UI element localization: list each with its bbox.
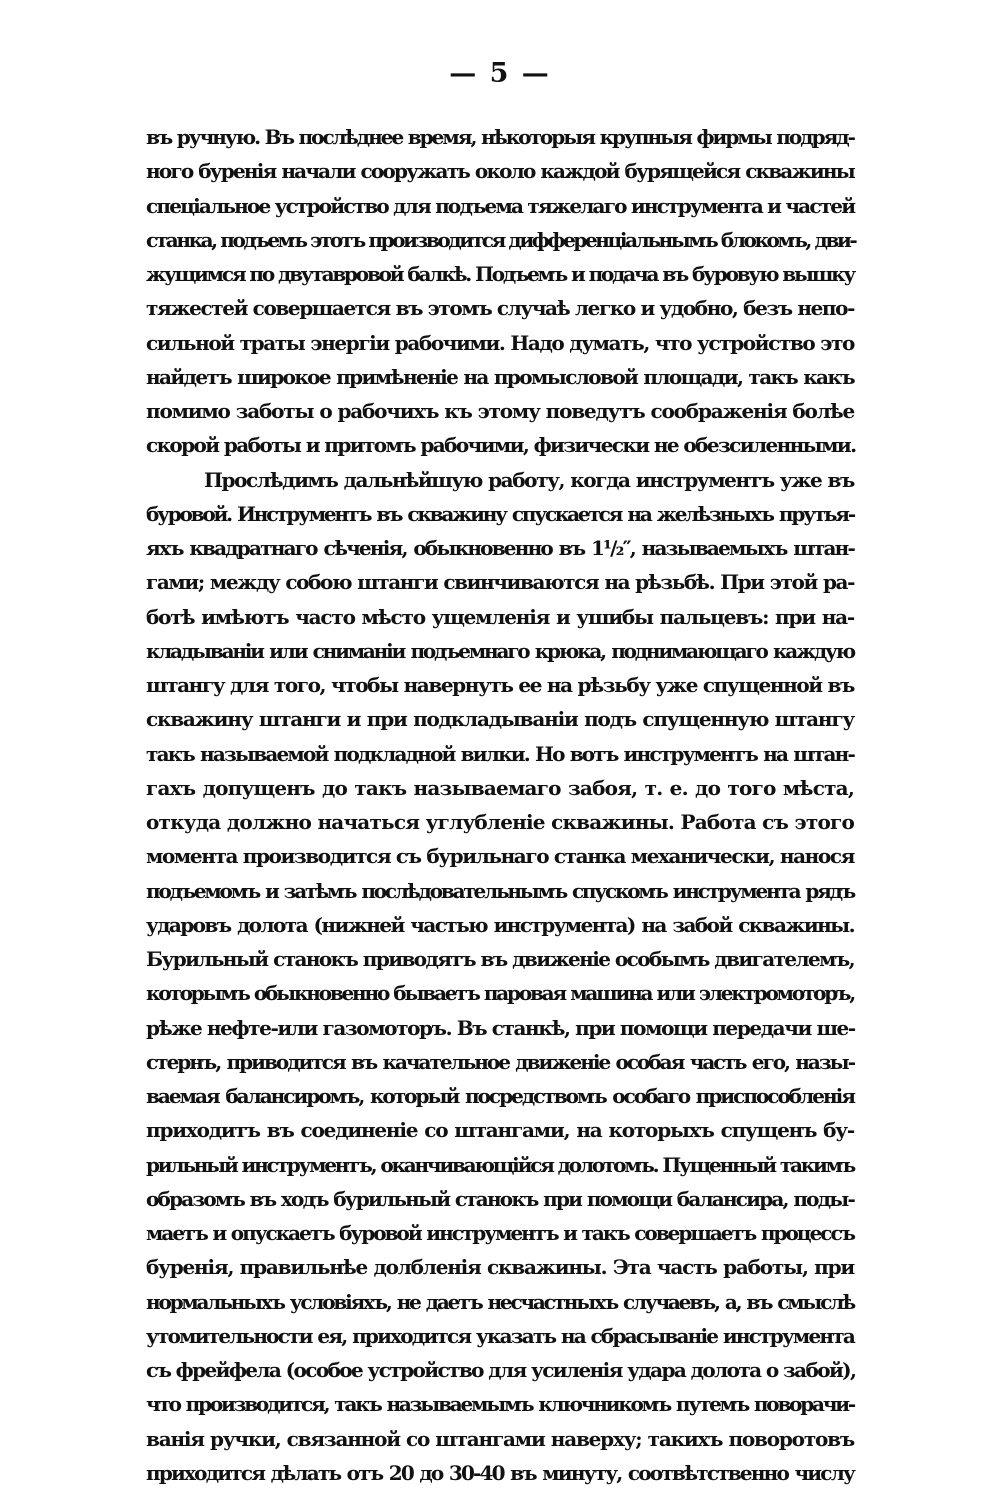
text-line: тяжестей совершается въ этомъ случаѣ легко и удобно, безъ непо- [146,296,854,321]
text-line: гами; между собою штанги свинчиваются на рѣзьбѣ. При этой ра- [146,570,854,595]
text-line: которымъ обыкновенно бываетъ паровая машина или электромоторъ, [146,981,854,1006]
text-line: ного буренія начали сооружать около каждой бурящейся скважины [146,159,854,184]
text-line: ванія ручки, связанной со штангами наверху; такихъ поворотовъ [146,1426,854,1451]
text-line: найдетъ широкое примѣненіе на промысловой площади, такъ какъ [146,364,854,389]
text-line: утомительности ея, приходится указать на сбрасываніе инструмента [146,1323,854,1348]
text-line: съ фрейфела (особое устройство для усиленія удара долота о забой), [146,1358,856,1382]
text-line: ваемая балансиромъ, который посредствомъ особаго приспособленія [146,1084,854,1108]
text-line: приходится дѣлать отъ 20 до 30-40 въ минуту, соотвѣтственно числу [146,1460,854,1485]
text-line: ударовъ долота (нижней частью инструмента) на забой скважины. [146,912,854,937]
text-line: маетъ и опускаетъ буровой инструментъ и такъ совершаетъ процессъ [146,1221,854,1245]
text-line: буренія, правильнѣе долбленія скважины. Эта часть работы, при [146,1255,854,1280]
text-line: спеціальное устройство для подъема тяжелаго инструмента и частей [146,193,855,218]
text-line: скважину штанги и при подкладываніи подъ спущенную штангу [146,707,854,732]
text-line: скорой работы и притомъ рабочими, физически не обезсиленными. [146,433,856,458]
paragraph-first-line: Прослѣдимъ дальнѣйшую работу, когда инструментъ уже въ [204,467,854,492]
text-line: такъ называемой подкладной вилки. Но вотъ инструментъ на штан- [146,741,854,766]
text-line: рѣже нефте-или газомоторъ. Въ станкѣ, при помощи передачи ше- [146,1015,855,1040]
text-line: подъемомъ и затѣмъ послѣдовательнымъ спускомъ инструмента рядъ [146,878,854,903]
page-number: — 5 — [449,58,551,89]
text-line: ботѣ имѣютъ часто мѣсто ущемленія и ушибы пальцевъ: при на- [146,604,854,629]
text-line: откуда должно начаться углубленіе скважины. Работа съ этого [146,810,854,834]
text-line: образомъ въ ходъ бурильный станокъ при помощи балансира, поды- [146,1186,854,1211]
text-line: рильный инструментъ, оканчивающійся долотомъ. Пущенный такимъ [146,1152,854,1177]
text-line: въ ручную. Въ послѣднее время, нѣкоторыя крупныя фирмы подряд- [146,125,854,149]
text-line: нормальныхъ условіяхъ, не даетъ несчастныхъ случаевъ, а, въ смыслѣ [146,1289,854,1314]
text-line: приходитъ въ соединеніе со штангами, на которыхъ спущенъ бу- [146,1118,854,1143]
text-line: кладываніи или сниманіи подъемнаго крюка, поднимающаго каждую [146,638,854,663]
text-line: яхъ квадратнаго сѣченія, обыкновенно въ 1¹/₂″, называемыхъ штан- [146,536,854,560]
text-line: жущимся по двутавровой балкѣ. Подъемъ и подача въ буровую вышку [146,262,854,286]
text-line: станка, подъемъ этотъ производится дифференціальнымъ блокомъ, дви- [146,227,856,252]
text-line: гахъ допущенъ до такъ называемаго забоя, т. е. до того мѣста, [146,775,854,800]
text-line: стернъ, приводится въ качательное движеніе особая часть его, назы- [146,1049,854,1074]
text-line: что производится, такъ называемымъ ключникомъ путемъ поворачи- [146,1392,854,1417]
text-line: буровой. Инструментъ въ скважину спускается на желѣзныхъ прутья- [146,501,854,526]
text-line: Бурильный станокъ приводятъ въ движеніе особымъ двигателемъ, [146,947,854,971]
text-line: помимо заботы о рабочихъ къ этому поведутъ соображенія болѣе [146,399,854,423]
text-line: сильной траты энергіи рабочими. Надо думать, что устройство это [146,330,854,355]
body-text [146,120,854,1490]
text-line: штангу для того, чтобы навернуть ее на рѣзьбу уже спущенной въ [146,673,854,697]
text-line: момента производится съ бурильнаго станка механически, нанося [146,844,854,869]
